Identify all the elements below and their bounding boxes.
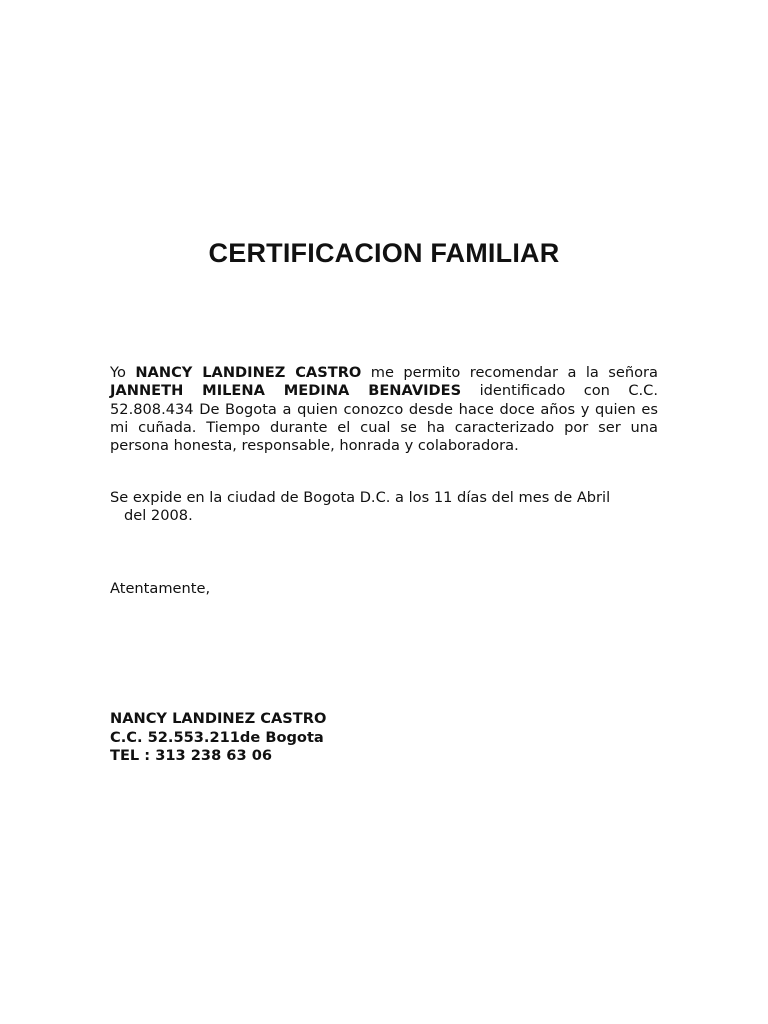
paragraph1-text-2: me permito recomendar a la señora [361, 364, 658, 381]
document-title: CERTIFICACION FAMILIAR [208, 238, 560, 268]
paragraph1-text-1: Yo [110, 364, 136, 381]
recommended-name: JANNETH MILENA MEDINA BENAVIDES [110, 382, 462, 400]
issuance-line-1: Se expide en la ciudad de Bogota D.C. a los 11 días del mes de Abril [110, 489, 611, 506]
recommendation-paragraph [110, 364, 658, 455]
signer-name: NANCY LANDINEZ CASTRO [110, 710, 327, 727]
closing-salutation: Atentamente, [110, 580, 211, 597]
recommender-name: NANCY LANDINEZ CASTRO [135, 364, 362, 381]
issuance-paragraph [110, 489, 658, 526]
issuance-line-2: del 2008. [124, 507, 193, 525]
signature-block [110, 710, 658, 766]
paragraph1-text-3: identificado con C.C. 52.808.434 De Bogota a quien conozco desde hace doce años y quien es mi cuñada. Tiempo durante el cual se ha caracterizado por ser una persona honesta, responsable, honrada y colaboradora. [110, 382, 658, 455]
signer-phone: TEL : 313 238 63 06 [110, 747, 273, 765]
signer-id: C.C. 52.553.211de Bogota [110, 728, 324, 746]
